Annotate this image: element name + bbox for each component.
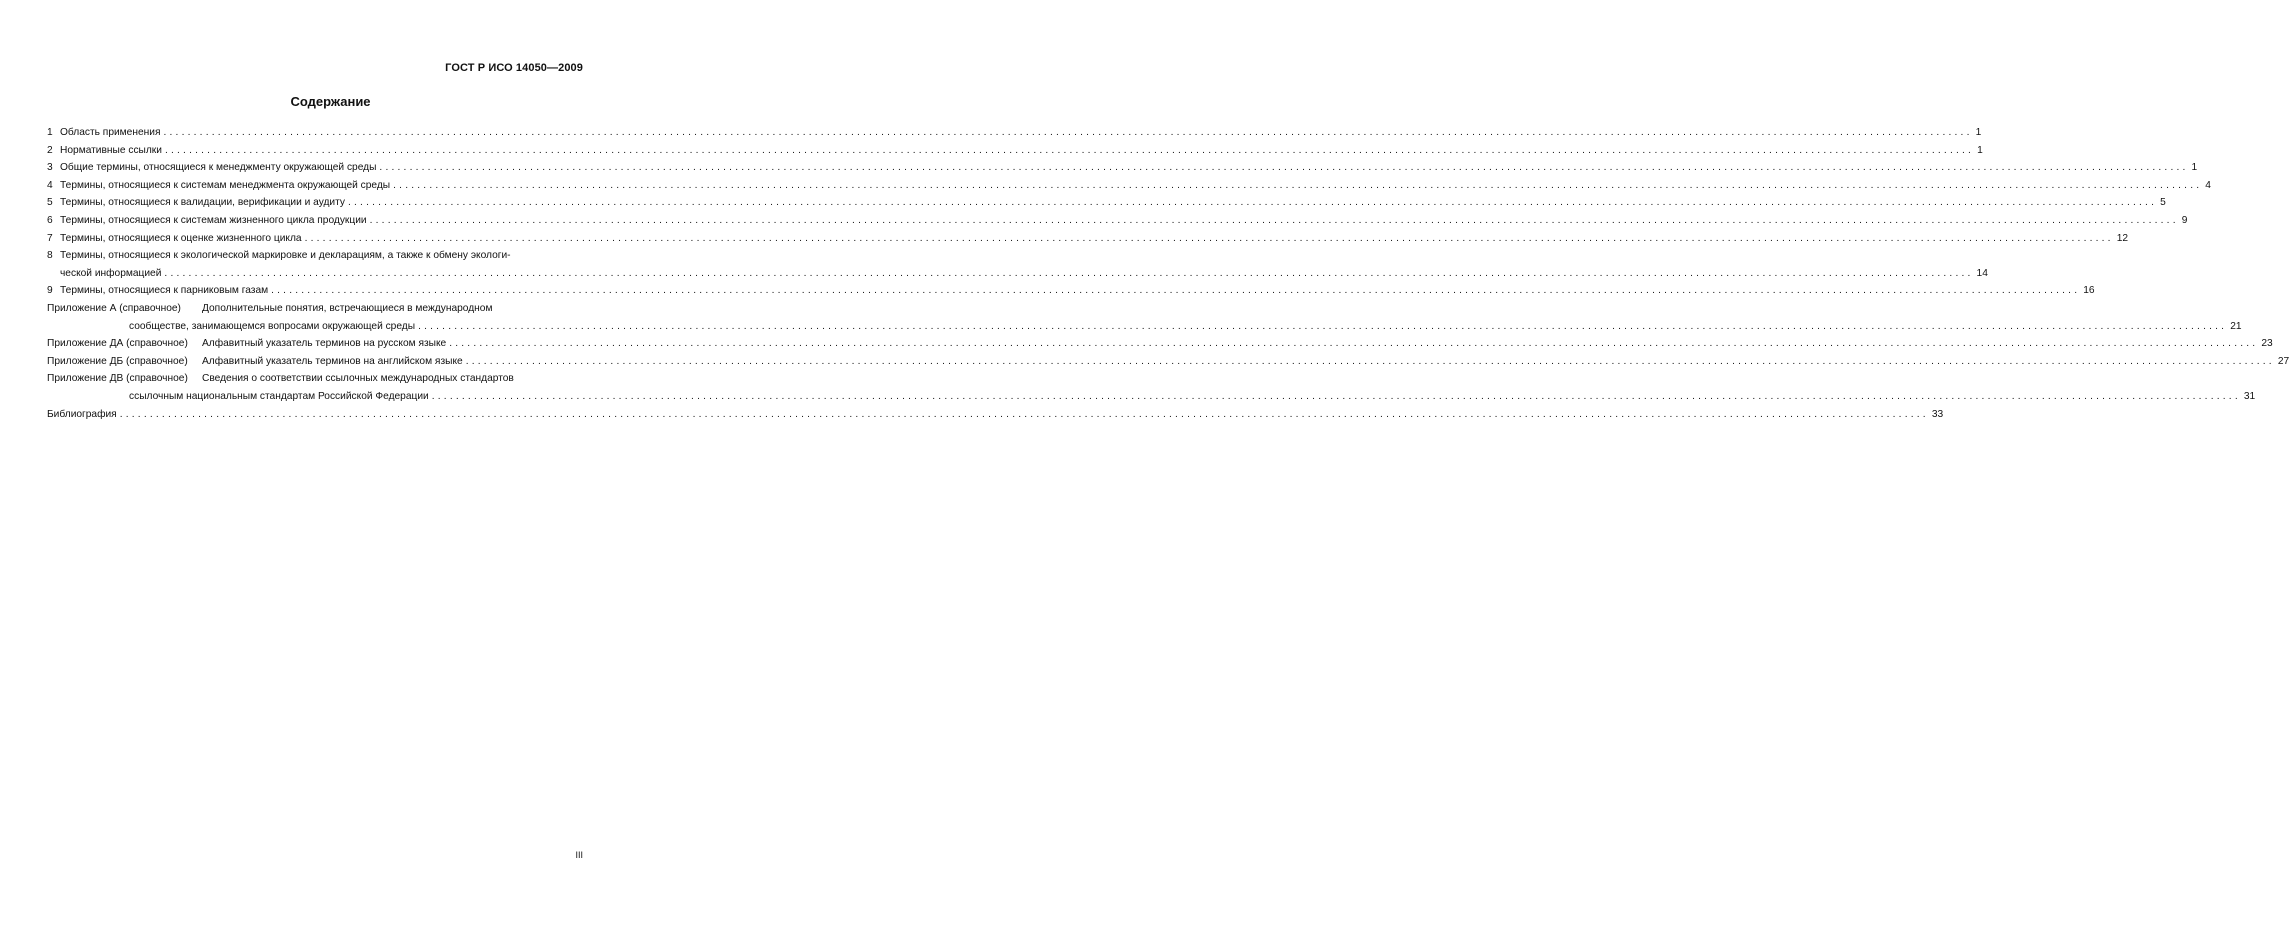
appendix-prefix: Приложение ДБ (справочное) — [47, 355, 188, 367]
toc-entry-title: Термины, относящиеся к системам менеджмента окружающей среды — [60, 179, 391, 191]
toc-entry-title: Область применения — [60, 127, 161, 138]
appendix-entry[interactable] — [47, 353, 2289, 371]
appendix-entry[interactable] — [47, 335, 2273, 353]
toc-entry[interactable] — [47, 194, 2166, 212]
toc-entry-number: 5 — [47, 197, 53, 209]
toc-entry-title: Термины, относящиеся к системам жизненного цикла продукции — [60, 214, 367, 226]
toc-entry-title: Общие термины, относящиеся к менеджменту окружающей среды — [60, 162, 377, 174]
toc-entry-number: 3 — [47, 162, 53, 174]
toc-entry-number: 7 — [47, 232, 53, 244]
dot-leader: ............................................................................................................................................................................................................................................................................................................ — [163, 127, 1973, 138]
dot-leader: ............................................................................................................................................................................................................................................................................................................ — [369, 214, 2179, 226]
toc-entry-page: 12 — [2116, 232, 2129, 244]
toc-entry[interactable] — [47, 247, 1988, 282]
dot-leader: ............................................................................................................................................................................................................................................................................................................ — [347, 197, 2158, 209]
toc-entry-number: 9 — [47, 285, 53, 297]
bibliography-entry[interactable] — [47, 406, 1944, 424]
toc-entry[interactable] — [47, 124, 1982, 142]
dot-leader: ............................................................................................................................................................................................................................................................................................................ — [164, 267, 1974, 279]
appendix-prefix: Приложение ДВ (справочное) — [47, 373, 188, 385]
dot-leader: ............................................................................................................................................................................................................................................................................................................ — [119, 408, 1929, 420]
toc-entry[interactable] — [47, 159, 2198, 177]
toc-entry-number: 4 — [47, 179, 53, 191]
toc-entry-page: 16 — [2083, 285, 2095, 297]
toc-entry-page: 14 — [1976, 267, 1988, 279]
dot-leader: ............................................................................................................................................................................................................................................................................................................ — [164, 144, 1975, 156]
page-title: Содержание — [290, 94, 371, 109]
toc-entry-page: 4 — [2205, 179, 2211, 191]
dot-leader: ............................................................................................................................................................................................................................................................................................................ — [418, 320, 2228, 332]
appendix-title: Алфавитный указатель терминов на английском языке — [202, 355, 463, 367]
appendix-prefix: Приложение ДА (справочное) — [47, 338, 188, 350]
toc-entry[interactable] — [47, 177, 2211, 195]
toc-entry-page: 1 — [1975, 127, 1982, 138]
toc-entry-number: 1 — [47, 127, 53, 138]
toc-entry-title-continuation: ческой информацией — [60, 267, 162, 279]
dot-leader: ............................................................................................................................................................................................................................................................................................................ — [449, 338, 2259, 350]
toc-entry-page: 9 — [2181, 214, 2188, 226]
toc-entry[interactable] — [47, 212, 2188, 230]
toc-entry-title: Нормативные ссылки — [60, 144, 162, 156]
appendix-page: 21 — [2230, 320, 2242, 332]
toc-entry-title: Термины, относящиеся к оценке жизненного цикла — [60, 232, 302, 244]
toc-entry[interactable] — [47, 142, 1983, 160]
table-of-contents — [47, 124, 2289, 423]
toc-entry-page: 1 — [1977, 144, 1983, 156]
dot-leader: ............................................................................................................................................................................................................................................................................................................ — [465, 355, 2275, 367]
appendix-title: Сведения о соответствии ссылочных международных стандартов — [202, 373, 514, 385]
appendix-page: 23 — [2261, 338, 2273, 350]
dot-leader: ............................................................................................................................................................................................................................................................................................................ — [431, 390, 2241, 402]
dot-leader: ............................................................................................................................................................................................................................................................................................................ — [304, 232, 2114, 244]
bibliography-title: Библиография — [47, 408, 117, 420]
dot-leader: ............................................................................................................................................................................................................................................................................................................ — [271, 285, 2081, 297]
appendix-title-continuation: ссылочным национальным стандартам Российской Федерации — [129, 390, 429, 402]
toc-entry-number: 2 — [47, 144, 53, 156]
dot-leader: ............................................................................................................................................................................................................................................................................................................ — [393, 179, 2203, 191]
toc-entry-page: 1 — [2191, 162, 2198, 174]
appendix-page: 27 — [2277, 355, 2289, 367]
toc-entry-title: Термины, относящиеся к валидации, верификации и аудиту — [60, 197, 345, 209]
toc-entry-title: Термины, относящиеся к экологической маркировке и декларациям, а также к обмену экологи- — [60, 250, 511, 262]
document-header: ГОСТ Р ИСО 14050—2009 — [445, 62, 583, 74]
toc-entry[interactable] — [47, 282, 2095, 300]
appendix-title: Алфавитный указатель терминов на русском языке — [202, 338, 447, 350]
toc-entry-title: Термины, относящиеся к парниковым газам — [60, 285, 269, 297]
appendix-entry[interactable] — [47, 300, 2242, 335]
dot-leader: ............................................................................................................................................................................................................................................................................................................ — [379, 162, 2189, 174]
page-number: III — [575, 850, 583, 860]
toc-entry-page: 5 — [2160, 197, 2166, 209]
toc-entry[interactable] — [47, 230, 2129, 248]
appendix-page: 31 — [2243, 390, 2256, 402]
appendix-title-continuation: сообществе, занимающемся вопросами окружающей среды — [129, 320, 416, 332]
toc-entry-number: 6 — [47, 214, 53, 226]
appendix-title: Дополнительные понятия, встречающиеся в международном — [202, 302, 493, 314]
appendix-entry[interactable] — [47, 370, 2256, 405]
toc-entry-number: 8 — [47, 250, 53, 262]
appendix-prefix: Приложение А (справочное) — [47, 302, 181, 314]
bibliography-page: 33 — [1931, 408, 1944, 420]
